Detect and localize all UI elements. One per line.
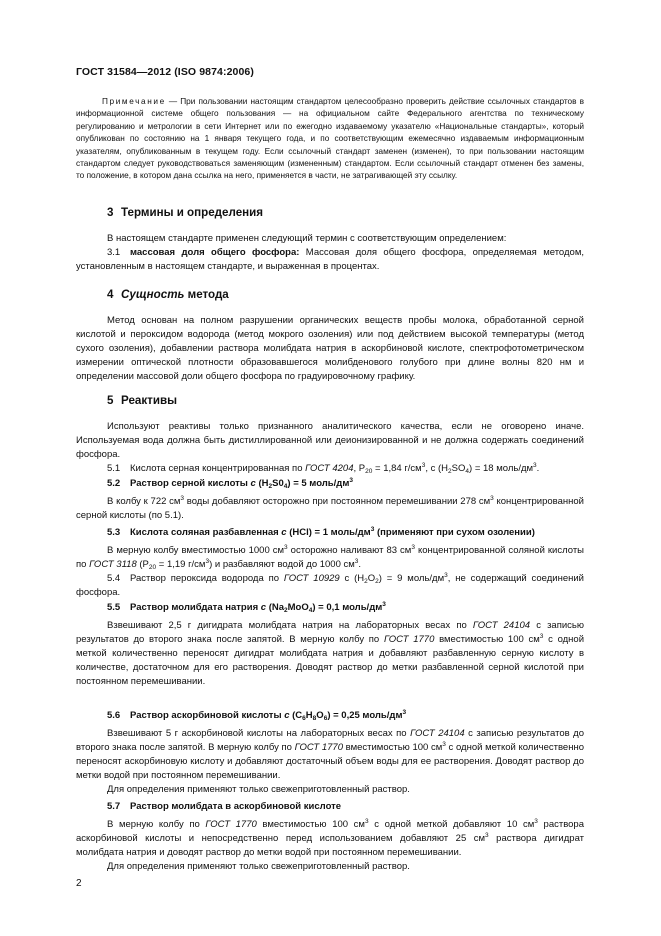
item-5-2-heading: 5.2 Раствор серной кислоты c $(H_2S0_4) = 5$ моль/$дм^3$ <box>107 477 353 490</box>
gost-ref: ГОСТ 1770 <box>294 741 343 753</box>
item-5-3-heading: 5.3 Кислота соляная разбавленная c (HCl) = 1 моль/$дм^3$ (применяют при сухом озолении) <box>107 526 535 538</box>
section-5-intro: Используют реактивы только признанного аналитического качества, если не оговорено иначе. Используемая вода должна быть дистиллированной или деионизированной и не должна содержать соединений фосфора. <box>76 421 584 460</box>
section-5-title: Реактивы <box>121 394 177 407</box>
gost-ref: ГОСТ 10929 <box>283 573 340 584</box>
gost-ref: ГОСТ 1770 <box>383 633 435 645</box>
gost-ref: ГОСТ 4204 <box>305 463 354 474</box>
term-definition: Массовая доля общего фосфора, определяемая методом, установленным в настоящем стандарте, и выраженная в процентах. <box>76 247 585 272</box>
note-paragraph <box>76 96 584 183</box>
gost-ref: ГОСТ 24104 <box>410 728 465 739</box>
section-5-heading: 5 Реактивы <box>107 394 177 407</box>
note-text: — При пользовании настоящим стандартом целесообразно проверить действие ссылочных стандартов в информационной системе общего пользования — на официальном сайте Федерального агентства по техническому регулированию и метрологии в сети Интернет или по ежегодно издаваемому указателю «Национальные стандарты», который опубликован по состоянию на 1 января текущего года, и по соответствующим ежемесячно издаваемым информационным указателям, опубликованным в текущем году. Если ссылочный стандарт заменен (изменен), то при пользовании настоящим стандартом следует руководствоваться заменяющим (измененным) стандартом. Если ссылочный стандарт отменен без замены, то положение, в котором дана ссылка на него, применяется в части, не затрагивающей эту ссылку. <box>76 97 584 181</box>
item-5-7-fresh-note: Для определения применяют только свежеприготовленный раствор. <box>107 861 410 872</box>
gost-ref: ГОСТ 24104 <box>472 620 531 631</box>
gost-ref: ГОСТ 1770 <box>205 819 257 830</box>
section-4-heading: 4 Сущность метода <box>107 288 229 301</box>
section-4-text: Метод основан на полном разрушении органических веществ пробы молока, обработанной серной кислотой и пероксидом водорода (метод мокрого озоления) или под действием высокой температуры (метод сухого озоления), добавлении раствора молибдата натрия в аскорбиновой кислоте, спектрофотометрическом измерении оптической плотности образовавшегося молибденового голубого при длине волны 820 нм и определении массовой доли общего фосфора по градуировочному графику. <box>76 315 584 382</box>
gost-ref: ГОСТ 3118 <box>89 558 137 570</box>
item-5-5-heading: 5.5 Раствор молибдата натрия c $(Na_2MoO_4) = 0,1$ моль/$дм^3$ <box>107 601 386 614</box>
section-3-heading: 3 Термины и определения <box>107 206 264 219</box>
item-5-6-heading: 5.6 Раствор аскорбиновой кислоты c $(C_6H_8O_6) = 0,25$ моль/$дм^3$ <box>107 709 407 722</box>
item-5-2-text: В колбу к 722 $см^3$ воды добавляют осторожно при постоянном перемешивании 278 $см^3$ концентрированной серной кислоты (по 5.1). <box>76 495 584 521</box>
term-3-1: 3.1 массовая доля общего фосфора: Массовая доля общего фосфора, определяемая методом, установленным в настоящем стандарте, и выраженная в процентах. <box>76 247 585 272</box>
section-3-title: Термины и определения <box>121 206 264 219</box>
item-5-5-text: Взвешивают 2,5 г дигидрата молибдата натрия на лабораторных весах по ГОСТ 24104 с записью результатов до второго знака после запятой. В мерную колбу по ГОСТ 1770 вместимостью 100 $см^3$ с одной меткой количественно переносят дигидрат молибдата натрия и добавляют разбавленную серную кислоту в количестве, достаточном для его растворения. Доводят раствор до метки разбавленной серной кислотой при постоянном перемешивании. <box>76 620 585 687</box>
item-5-7-text: В мерную колбу по ГОСТ 1770 вместимостью 100 $см^3$ с одной меткой добавляют 10 $см^3$ раствора аскорбиновой кислоты и непосредственно перед использованием добавляют 25 $см^3$ раствора дигидрат молибдата натрия и доводят раствор до метки водой при постоянном перемешивании. <box>76 818 585 858</box>
page-number: 2 <box>76 878 82 889</box>
note-label: Примечание <box>102 97 166 106</box>
item-5-1: 5.1 Кислота серная концентрированная по ГОСТ 4204, $P_{20} = 1,84$ $г/см^3$, c $(H_2SO_4) = 18$ моль/$дм^3$. <box>107 462 540 475</box>
section-3-intro: В настоящем стандарте применен следующий термин с соответствующим определением: <box>107 233 507 244</box>
item-5-6-text: Взвешивают 5 г аскорбиновой кислоты на лабораторных весах по ГОСТ 24104 с записью результатов до второго знака после запятой. В мерную колбу по ГОСТ 1770 вместимостью 100 $см^3$ с одной меткой количественно переносят аскорбиновую кислоту и добавляют достаточный объем воды для ее растворения. Доводят раствор до метки водой при постоянном перемешивании. <box>76 728 584 781</box>
item-5-7-heading: 5.7 Раствор молибдата в аскорбиновой кислоте <box>107 801 342 812</box>
term-name: массовая доля общего фосфора: <box>130 247 300 258</box>
item-5-3-text: В мерную колбу вместимостью 1000 $см^3$ осторожно наливают 83 $см^3$ концентрированной соляной кислоты по ГОСТ 3118 ($P_{20} = 1,19$ $г/см^3$) и разбавляют водой до 1000 $см^3$. <box>76 544 585 571</box>
document-header: ГОСТ 31584—2012 (ISO 9874:2006) <box>76 66 254 78</box>
item-5-6-fresh-note: Для определения применяют только свежеприготовленный раствор. <box>107 784 410 795</box>
item-5-4: 5.4 Раствор пероксида водорода по ГОСТ 10929 c $(H_2O_2) = 9$ моль/$дм^3$, не содержащий соединений фосфора. <box>76 572 584 598</box>
